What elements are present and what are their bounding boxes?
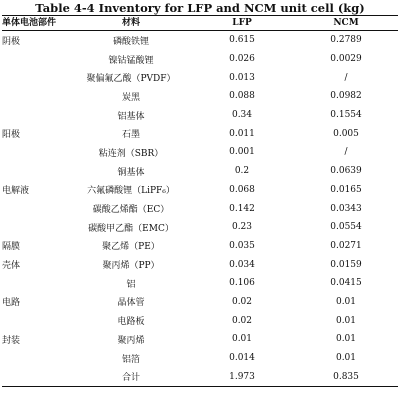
lfp-value-cell: 0.011 <box>229 128 255 139</box>
table-row <box>2 367 398 386</box>
table-row <box>2 106 398 125</box>
ncm-value-cell: 0.0271 <box>330 240 362 251</box>
lfp-value-cell: 0.034 <box>229 259 255 270</box>
table-row <box>2 143 398 162</box>
lfp-value-cell: 0.23 <box>231 222 253 233</box>
lfp-value-cell: 0.014 <box>229 353 255 364</box>
material-cell: 炭黑 <box>121 92 140 103</box>
lfp-value-cell: 0.035 <box>229 240 255 251</box>
category-cell <box>2 311 72 330</box>
category-cell: 封装 <box>2 335 21 346</box>
lfp-value-cell: 1.973 <box>190 367 294 386</box>
ncm-value-cell: 0.835 <box>294 367 398 386</box>
table-row <box>2 50 398 69</box>
category-cell: 电路 <box>2 298 21 309</box>
material-cell: 聚乙烯（PE） <box>102 242 160 253</box>
category-cell: 隔膜 <box>2 242 21 253</box>
material-cell: 铝基体 <box>117 111 145 122</box>
ncm-value-cell: 0.0982 <box>330 91 362 102</box>
table-row <box>2 330 398 349</box>
category-cell <box>2 50 72 69</box>
category-cell: 阳极 <box>2 130 21 141</box>
ncm-value-cell: 0.1554 <box>330 110 362 121</box>
category-cell: 电解液 <box>2 186 30 197</box>
lfp-value-cell: 0.013 <box>229 72 255 83</box>
category-cell: 壳体 <box>2 261 21 272</box>
ncm-value-cell: 0.01 <box>335 353 357 364</box>
lfp-value-cell: 0.026 <box>229 54 255 65</box>
table-row <box>2 162 398 181</box>
header-category: 单体电池部件 <box>2 16 72 31</box>
material-cell: 聚偏氟乙酸（PVDF） <box>86 74 176 85</box>
table-row <box>2 293 398 312</box>
lfp-value-cell: 0.34 <box>231 110 253 121</box>
lfp-value-cell: 0.001 <box>229 147 255 158</box>
header-lfp: LFP <box>190 16 294 31</box>
material-cell: 铜基体 <box>117 167 145 178</box>
table-row <box>2 255 398 274</box>
material-cell: 铝箔 <box>121 354 140 365</box>
lfp-value-cell: 0.106 <box>229 278 255 289</box>
table-row <box>2 31 398 50</box>
ncm-value-cell: 0.01 <box>335 334 357 345</box>
category-cell <box>2 218 72 237</box>
ncm-value-cell: 0.0029 <box>330 54 362 65</box>
lfp-value-cell: 0.02 <box>231 315 253 326</box>
category-cell <box>2 162 72 181</box>
ncm-value-cell: 0.0165 <box>330 184 362 195</box>
material-cell: 铝 <box>126 279 136 290</box>
table-row <box>2 274 398 293</box>
category-cell <box>2 367 72 386</box>
material-cell: 粘连剂（SBR） <box>98 148 164 159</box>
ncm-value-cell: 0.0415 <box>330 278 362 289</box>
material-cell: 晶体管 <box>117 298 145 309</box>
ncm-value-cell: 0.0159 <box>330 259 362 270</box>
lfp-value-cell: 0.2 <box>234 166 250 177</box>
table-row <box>2 199 398 218</box>
table-row <box>2 124 398 143</box>
ncm-value-cell: / <box>344 72 348 83</box>
category-cell: 阴极 <box>2 36 21 47</box>
material-cell: 聚丙烯（PP） <box>102 261 160 272</box>
category-cell <box>2 274 72 293</box>
material-cell: 六氟磷酸锂（LiPF₆） <box>87 186 175 197</box>
category-cell <box>2 349 72 368</box>
material-cell: 磷酸铁锂 <box>112 36 149 47</box>
material-cell: 碳酸甲乙酯（EMC） <box>88 223 174 234</box>
lfp-value-cell: 0.615 <box>229 35 255 46</box>
table-row <box>2 237 398 256</box>
table-row <box>2 87 398 106</box>
ncm-value-cell: 0.01 <box>335 315 357 326</box>
header-ncm: NCM <box>294 16 398 31</box>
table-header-row <box>2 16 398 31</box>
lfp-value-cell: 0.088 <box>229 91 255 102</box>
material-cell: 碳酸乙烯酯（EC） <box>92 205 170 216</box>
category-cell <box>2 68 72 87</box>
ncm-value-cell: 0.0343 <box>330 203 362 214</box>
category-cell <box>2 199 72 218</box>
header-material: 材料 <box>72 16 190 31</box>
ncm-value-cell: 0.01 <box>335 296 357 307</box>
inventory-table <box>2 15 398 387</box>
category-cell <box>2 106 72 125</box>
ncm-value-cell: 0.005 <box>333 128 359 139</box>
lfp-value-cell: 0.068 <box>229 184 255 195</box>
table-row <box>2 311 398 330</box>
category-cell <box>2 143 72 162</box>
ncm-value-cell: 0.0554 <box>330 222 362 233</box>
ncm-value-cell: 0.2789 <box>330 35 362 46</box>
table-row <box>2 68 398 87</box>
material-cell: 镍钴锰酸锂 <box>108 55 154 66</box>
ncm-value-cell: 0.0639 <box>330 166 362 177</box>
lfp-value-cell: 0.142 <box>229 203 255 214</box>
table-row <box>2 349 398 368</box>
material-cell: 石墨 <box>121 130 140 141</box>
material-cell: 聚丙烯 <box>117 335 145 346</box>
material-cell: 电路板 <box>117 317 145 328</box>
lfp-value-cell: 0.02 <box>231 296 253 307</box>
material-cell: 合计 <box>72 367 190 386</box>
lfp-value-cell: 0.01 <box>231 334 253 345</box>
table-row <box>2 218 398 237</box>
category-cell <box>2 87 72 106</box>
table-body <box>2 31 398 387</box>
table-row <box>2 181 398 200</box>
table-caption: Table 4-4 Inventory for LFP and NCM unit cell (kg) <box>35 1 365 15</box>
ncm-value-cell: / <box>344 147 348 158</box>
